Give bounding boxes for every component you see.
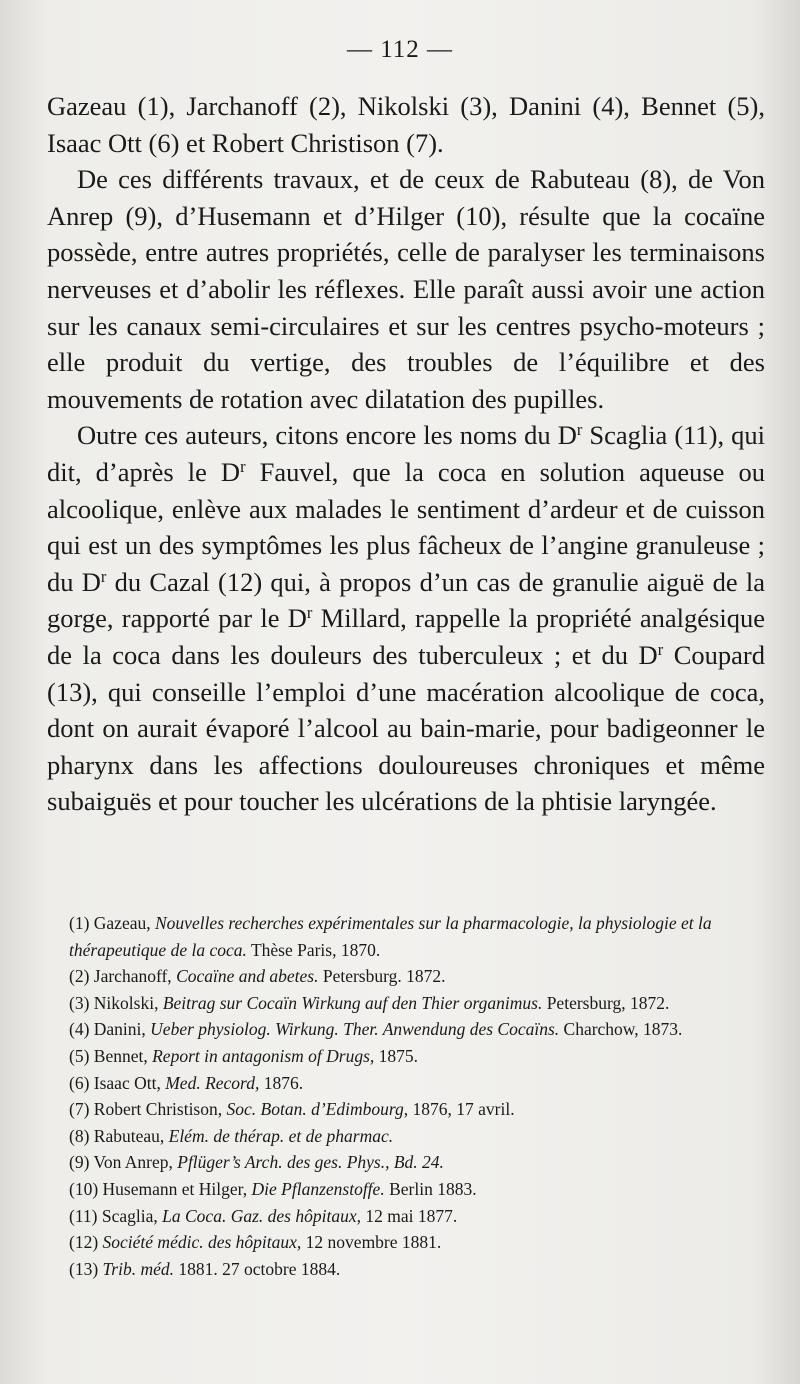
footnote-details: 1881. 27 octobre 1884. bbox=[178, 1258, 341, 1279]
footnote-author: Husemann et Hilger, bbox=[102, 1178, 248, 1199]
footnote-number: (13) bbox=[69, 1258, 99, 1279]
footnote-title: La Coca. Gaz. des hôpitaux, bbox=[162, 1205, 361, 1226]
footnote bbox=[47, 1096, 765, 1123]
text-run: Scaglia (11), qui dit, d’après le D bbox=[47, 420, 766, 487]
footnotes bbox=[47, 910, 765, 1282]
footnote-title: Ueber physiolog. Wirkung. Ther. Anwendung des Cocaïns. bbox=[150, 1019, 560, 1040]
footnote-details: 12 mai 1877. bbox=[365, 1205, 458, 1226]
footnote-number: (2) bbox=[69, 966, 90, 987]
footnote-number: (4) bbox=[69, 1019, 90, 1040]
footnote-title: Trib. méd. bbox=[102, 1258, 175, 1279]
footnote-details: Berlin 1883. bbox=[389, 1178, 477, 1199]
footnote-details: Petersburg. 1872. bbox=[322, 966, 446, 987]
footnote-author: Isaac Ott, bbox=[93, 1072, 161, 1093]
footnote-author: Von Anrep, bbox=[93, 1152, 173, 1173]
text-run: Coupard (13), qui conseille l’emploi d’une macération alcoolique de coca, dont on aurait évaporé l’alcool au bain-marie, pour badigeonner le pharynx dans les affections douloureuses chroniques et même subaiguës et pour toucher les ulcérations de la phtisie laryngée. bbox=[47, 639, 765, 817]
footnote-title: Med. Record, bbox=[165, 1072, 260, 1093]
footnote-number: (8) bbox=[69, 1125, 90, 1146]
text-run: Outre ces auteurs, citons encore les noms du D bbox=[77, 420, 577, 451]
footnote-number: (5) bbox=[69, 1045, 90, 1066]
page-number: — 112 — bbox=[346, 36, 454, 63]
paragraph: De ces différents travaux, et de ceux de Rabuteau (8), de Von Anrep (9), d’Husemann et d’Hilger (10), résulte que la cocaïne possède, entre autres propriétés, celle de paralyser les terminaisons nerveuses et d’abolir les réflexes. Elle paraît aussi avoir une action sur les canaux semi-circulaires et sur les centres psycho-moteurs ; elle produit du vertige, des troubles de l’équilibre et des mouvements de rotation avec dilatation des pupilles. bbox=[47, 164, 765, 414]
footnote-title: Pflüger’s Arch. des ges. Phys., Bd. 24. bbox=[177, 1152, 444, 1173]
footnote-details: 12 novembre 1881. bbox=[305, 1232, 442, 1253]
text-run: du Cazal (12) qui, à propos d’un cas de granulie aiguë de la gorge, rapporté par le D bbox=[47, 566, 765, 634]
text-run: Fauvel, que la coca en solution aqueuse ou alcoolique, enlève aux malades le sentiment d’ardeur et de cuisson qui est un des symptômes les plus fâcheux de l’angine granuleuse ; du D bbox=[47, 456, 765, 597]
superscript: r bbox=[100, 566, 107, 586]
footnote-number: (6) bbox=[69, 1072, 90, 1093]
footnote-number: (12) bbox=[69, 1232, 99, 1253]
footnote-number: (9) bbox=[69, 1152, 90, 1173]
paragraph bbox=[47, 417, 765, 820]
footnote-author: Gazeau, bbox=[93, 913, 151, 933]
footnote bbox=[47, 1203, 765, 1230]
footnote bbox=[47, 1229, 765, 1256]
footnote-details: 1876. bbox=[263, 1072, 304, 1093]
footnote bbox=[47, 963, 765, 990]
footnote-author: Scaglia, bbox=[101, 1205, 158, 1226]
footnote-title: Nouvelles recherches expérimentales sur la pharmacologie, la physiologie et la thérapeutique de la coca. bbox=[69, 913, 712, 960]
footnote-author: Bennet, bbox=[93, 1045, 148, 1066]
footnote-details: Petersburg, 1872. bbox=[546, 992, 670, 1013]
footnote bbox=[47, 1123, 765, 1150]
footnote-author: Rabuteau, bbox=[93, 1125, 165, 1146]
footnote bbox=[47, 1070, 765, 1097]
footnote bbox=[47, 990, 765, 1017]
superscript: r bbox=[657, 639, 664, 659]
footnote-details: Charchow, 1873. bbox=[563, 1019, 683, 1040]
footnote bbox=[47, 1176, 765, 1203]
footnote-title: Die Pflanzenstoffe. bbox=[251, 1178, 385, 1199]
footnote-title: Cocaïne and abetes. bbox=[176, 966, 319, 987]
footnote-number: (3) bbox=[69, 992, 90, 1013]
footnote-author: Danini, bbox=[93, 1019, 146, 1040]
footnote-author: Nikolski, bbox=[93, 992, 159, 1013]
paragraph: Gazeau (1), Jarchanoff (2), Nikolski (3), Danini (4), Bennet (5), Isaac Ott (6) et Robert Christison (7). bbox=[47, 91, 765, 158]
footnote bbox=[47, 1256, 765, 1283]
footnote bbox=[47, 1043, 765, 1070]
main-text bbox=[47, 88, 765, 820]
text-run: Millard, rappelle la propriété analgésique de la coca dans les douleurs des tuberculeux ; et du D bbox=[47, 603, 765, 670]
footnote-number: (7) bbox=[69, 1099, 90, 1120]
footnote-title: Société médic. des hôpitaux, bbox=[102, 1232, 302, 1253]
footnote-title: Elém. de thérap. et de pharmac. bbox=[168, 1125, 394, 1146]
footnote-title: Soc. Botan. d’Edimbourg, bbox=[226, 1099, 409, 1120]
footnote-number: (11) bbox=[69, 1205, 98, 1226]
footnote-number: (1) bbox=[69, 913, 90, 933]
footnote-details: 1875. bbox=[378, 1045, 419, 1066]
superscript: r bbox=[306, 603, 313, 623]
superscript: r bbox=[576, 420, 583, 440]
footnote-details: Thèse Paris, 1870. bbox=[250, 939, 381, 960]
footnote bbox=[47, 1016, 765, 1043]
footnote-author: Robert Christison, bbox=[93, 1099, 223, 1120]
footnote-title: Report in antagonism of Drugs, bbox=[152, 1045, 375, 1066]
footnote bbox=[47, 910, 765, 963]
footnote-details: 1876, 17 avril. bbox=[412, 1099, 515, 1120]
footnote bbox=[47, 1149, 765, 1176]
footnote-title: Beitrag sur Cocaïn Wirkung auf den Thier organimus. bbox=[162, 992, 543, 1013]
footnote-number: (10) bbox=[69, 1178, 99, 1199]
footnote-author: Jarchanoff, bbox=[93, 966, 172, 987]
superscript: r bbox=[240, 456, 246, 476]
